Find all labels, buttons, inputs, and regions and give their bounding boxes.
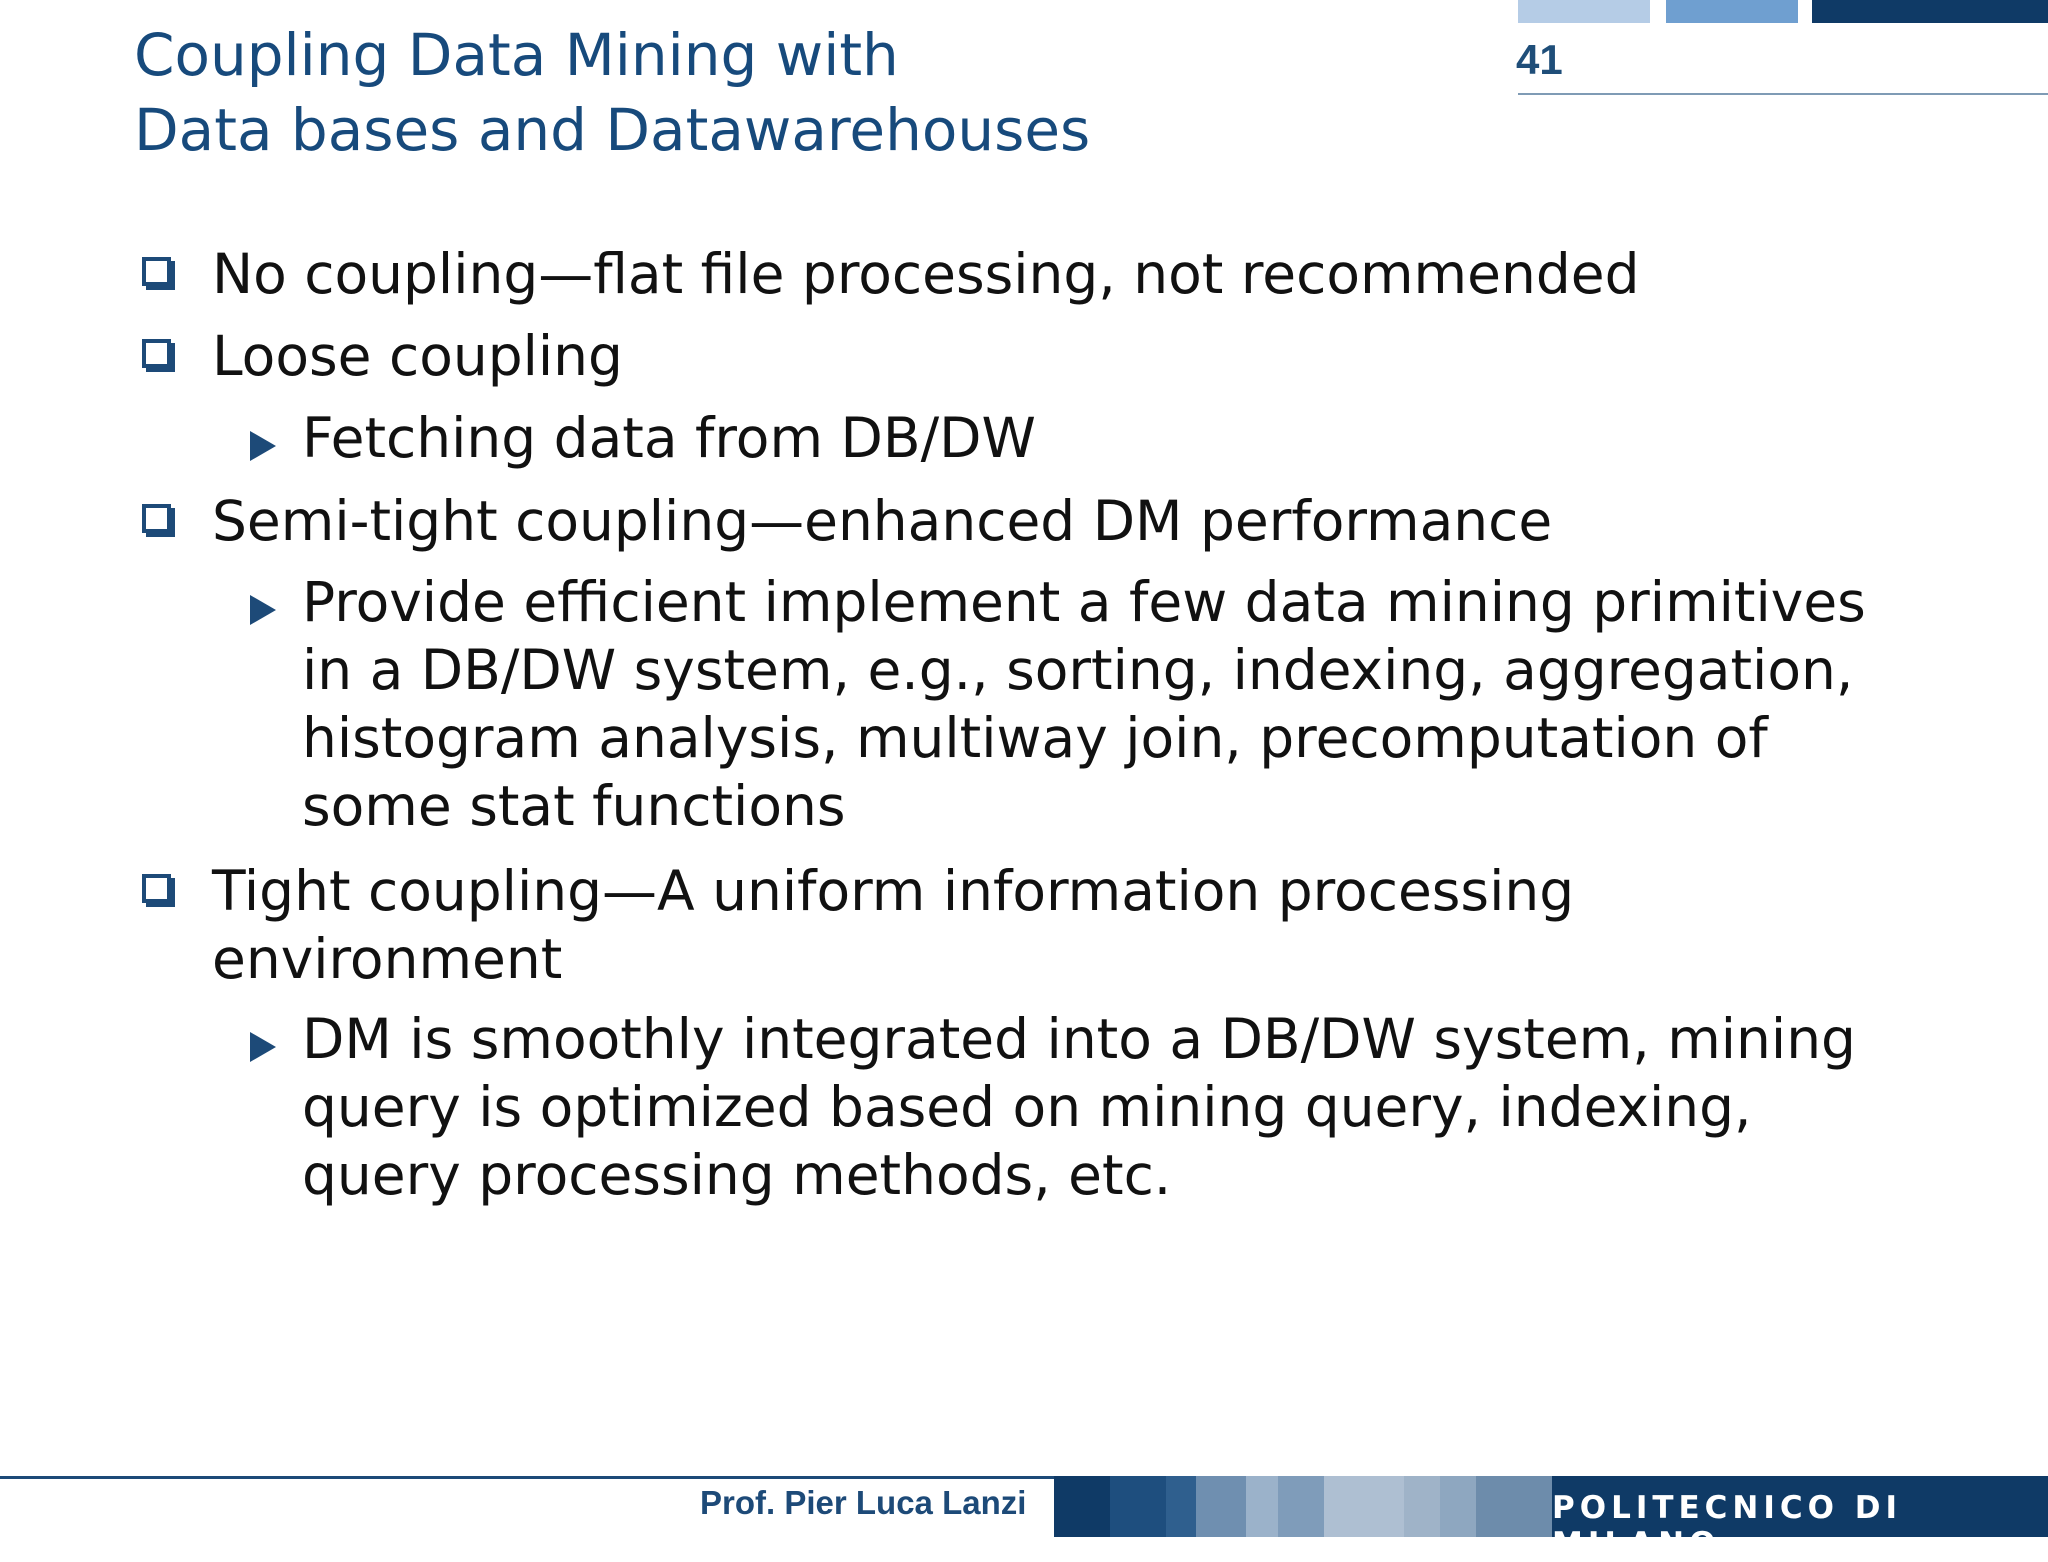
header-bar-dark (1812, 0, 2048, 23)
sub-bullet-line: histogram analysis, multiway join, precomputation of (302, 706, 1768, 770)
bullet-item-loose-coupling: Loose coupling (212, 324, 623, 388)
slide-title-line-2: Data bases and Datawarehouses (134, 96, 1091, 164)
triangle-arrow-icon (250, 595, 276, 625)
footer-tile (1278, 1476, 1324, 1537)
footer-author: Prof. Pier Luca Lanzi (700, 1484, 1027, 1521)
footer-tile (1166, 1476, 1196, 1537)
bullet-item-tight-coupling-cont: environment (212, 927, 563, 991)
triangle-arrow-icon (250, 431, 276, 461)
hollow-square-icon (142, 339, 171, 368)
footer-tile (1110, 1476, 1166, 1537)
bullet-item-no-coupling: No coupling—flat file processing, not recommended (212, 242, 1640, 306)
bullet-item-semi-tight-coupling: Semi-tight coupling—enhanced DM performance (212, 489, 1553, 553)
header-decoration (1518, 0, 2048, 23)
sub-bullet-line: in a DB/DW system, e.g., sorting, indexing, aggregation, (302, 638, 1854, 702)
triangle-arrow-icon (250, 1032, 276, 1062)
footer-tile (1440, 1476, 1476, 1537)
sub-bullet-line: query is optimized based on mining query, indexing, (302, 1075, 1752, 1139)
institution-logo-text: POLITECNICO DI MILANO (1552, 1490, 1903, 1562)
hollow-square-icon (142, 504, 171, 533)
sub-bullet-line: Provide efficient implement a few data mining primitives (302, 570, 1866, 634)
header-bar-light (1518, 0, 1650, 23)
footer-tile (1476, 1476, 1552, 1537)
slide-title-line-1: Coupling Data Mining with (134, 21, 899, 89)
footer-tile (1246, 1476, 1278, 1537)
hollow-square-icon (142, 257, 171, 286)
footer-tile (1324, 1476, 1404, 1537)
sub-bullet-line: some stat functions (302, 774, 846, 838)
header-bar-mid (1666, 0, 1798, 23)
footer-tile (1196, 1476, 1246, 1537)
footer-rule (0, 1476, 1054, 1479)
sub-bullet-line: DM is smoothly integrated into a DB/DW system, mining (302, 1007, 1856, 1071)
header-rule (1518, 93, 2048, 95)
page-number: 41 (1516, 36, 1563, 83)
slide-title (134, 18, 1090, 168)
footer-tile (1404, 1476, 1440, 1537)
bullet-item-tight-coupling: Tight coupling—A uniform information processing (212, 859, 1575, 923)
sub-bullet-line: query processing methods, etc. (302, 1143, 1172, 1207)
hollow-square-icon (142, 874, 171, 903)
sub-bullet-fetching-data: Fetching data from DB/DW (302, 406, 1036, 470)
